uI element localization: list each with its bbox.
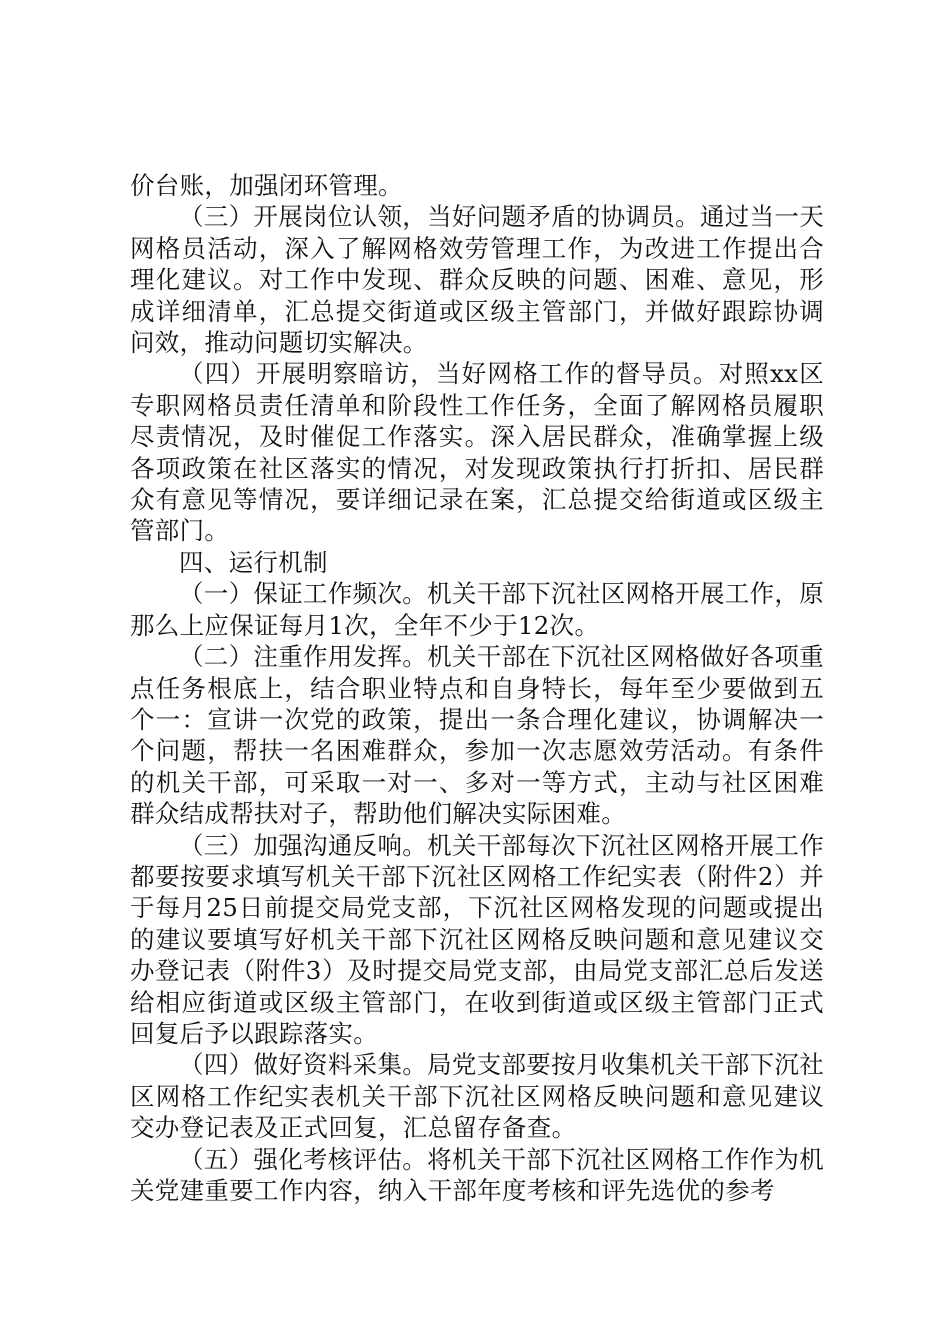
paragraph-continuation: 价台账，加强闭环管理。 [130, 171, 403, 200]
paragraph-section-4: （四）开展明察暗访，当好网格工作的督导员。对照xx区专职网格员责任清单和阶段性工作任务，全面了解网格员履职尽责情况，及时催促工作落实。深入居民群众，准确掌握上级各项政策在社区落实的情况，对发现政策执行打折扣、居民群众有意见等情况，要详细记录在案，汇总提交给街道或区级主管部门。 [130, 359, 824, 546]
heading-operating-mechanism: 四、运行机制 [179, 547, 328, 577]
paragraph-mechanism-3: （三）加强沟通反响。机关干部每次下沉社区网格开展工作都要按要求填写机关干部下沉社区网格工作纪实表（附件2）并于每月25日前提交局党支部，下沉社区网格发现的问题或提出的建议要填写好机关干部下沉社区网格反映问题和意见建议交办登记表（附件3）及时提交局党支部，由局党支部汇总后发送给相应街道或区级主管部门，在收到街道或区级主管部门正式回复后予以跟踪落实。 [130, 830, 824, 1048]
paragraph-mechanism-1: （一）保证工作频次。机关干部下沉社区网格开展工作，原那么上应保证每月1次，全年不少于12次。 [130, 579, 824, 640]
paragraph-mechanism-5: （五）强化考核评估。将机关干部下沉社区网格工作作为机关党建重要工作内容，纳入干部年度考核和评先选优的参考 [130, 1144, 824, 1205]
paragraph-section-3: （三）开展岗位认领，当好问题矛盾的协调员。通过当一天网格员活动，深入了解网格效劳管理工作，为改进工作提出合理化建议。对工作中发现、群众反映的问题、困难、意见，形成详细清单，汇总提交街道或区级主管部门，并做好跟踪协调问效，推动问题切实解决。 [130, 202, 824, 358]
document-body [130, 170, 824, 1206]
paragraph-mechanism-4: （四）做好资料采集。局党支部要按月收集机关干部下沉社区网格工作纪实表机关干部下沉社区网格反映问题和意见建议交办登记表及正式回复，汇总留存备查。 [130, 1050, 824, 1143]
paragraph-mechanism-2: （二）注重作用发挥。机关干部在下沉社区网格做好各项重点任务根底上，结合职业特点和自身特长，每年至少要做到五个一：宣讲一次党的政策，提出一条合理化建议，协调解决一个问题，帮扶一名困难群众，参加一次志愿效劳活动。有条件的机关干部，可采取一对一、多对一等方式，主动与社区困难群众结成帮扶对子，帮助他们解决实际困难。 [130, 642, 824, 829]
